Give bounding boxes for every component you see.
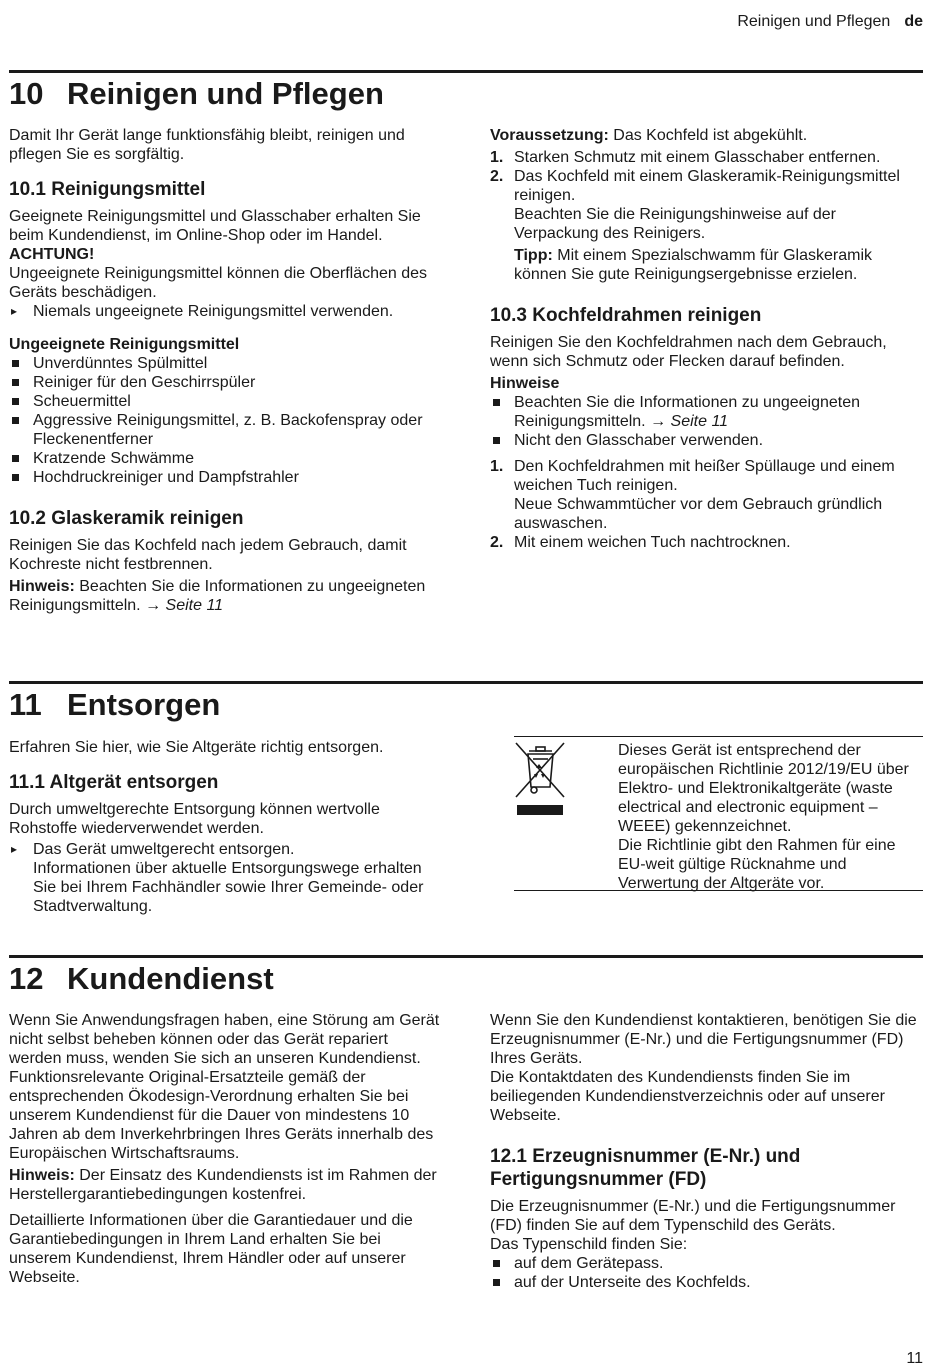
list-item xyxy=(490,393,922,431)
list-item: Kratzende Schwämme xyxy=(9,449,441,468)
paragraph: Detaillierte Informationen über die Garantiedauer und die Garantiebedingungen in Ihrem Land erhalten Sie bei unserem Kundendienst, Ihrem Händler oder auf unserer Webseite. xyxy=(9,1212,413,1286)
weee-notice xyxy=(514,736,923,891)
paragraph: Reinigen Sie das Kochfeld nach jedem Gebrauch, damit Kochreste nicht festbrennen. xyxy=(9,537,407,573)
list-item: Nicht den Glasschaber verwenden. xyxy=(490,431,922,450)
paragraph: Reinigen Sie den Kochfeldrahmen nach dem Gebrauch, wenn sich Schmutz oder Flecken darauf befinden. xyxy=(490,334,887,370)
bullet-list xyxy=(9,354,441,487)
section-10-left-column xyxy=(9,126,441,615)
section-12-right-column xyxy=(490,1011,922,1292)
section-title: Reinigen und Pflegen xyxy=(67,76,384,111)
step-number: 2. xyxy=(490,534,504,551)
action-item xyxy=(9,840,441,916)
paragraph: Durch umweltgerechte Entsorgung können wertvolle Rohstoffe wiederverwendet werden. xyxy=(9,801,380,837)
hint-text: Der Einsatz des Kundendiensts ist im Rahmen der Herstellergarantiebedingungen kostenfrei. xyxy=(9,1167,437,1203)
subsection-heading: 12.1 Erzeugnisnummer (E-Nr.) und Fertigungsnummer (FD) xyxy=(490,1146,801,1190)
section-intro: Erfahren Sie hier, wie Sie Altgeräte richtig entsorgen. xyxy=(9,739,384,756)
section-heading-10 xyxy=(9,76,384,112)
subsection-heading: 10.2 Glaskeramik reinigen xyxy=(9,508,244,529)
section-title: Entsorgen xyxy=(67,687,221,722)
page-number: 11 xyxy=(906,1350,923,1367)
section-11-left-column xyxy=(9,738,441,916)
section-rule xyxy=(9,681,923,684)
list-item: Aggressive Reinigungsmittel, z. B. Backofenspray oder Fleckenentferner xyxy=(9,411,441,449)
page-reference-link[interactable]: → Seite 11 xyxy=(650,413,729,430)
action-list xyxy=(9,840,441,916)
weee-paragraph: Die Richtlinie gibt den Rahmen für eine EU-weit gültige Rücknahme und Verwertung der Altgeräte vor. xyxy=(618,837,896,892)
tip-text: Mit einem Spezialschwamm für Glaskeramik können Sie gute Reinigungsergebnisse erzielen. xyxy=(514,247,873,283)
crossed-out-wheelie-bin-icon xyxy=(514,741,566,817)
step-text: Das Kochfeld mit einem Glaskeramik-Reinigungsmittel reinigen. xyxy=(514,168,900,204)
language-code: de xyxy=(904,13,923,30)
action-item: ▸ Niemals ungeeignete Reinigungsmittel verwenden. xyxy=(9,302,441,321)
hint-paragraph xyxy=(9,577,441,615)
list-item: auf dem Gerätepass. xyxy=(490,1254,922,1273)
paragraph: Wenn Sie Anwendungsfragen haben, eine Störung am Gerät nicht selbst beheben können oder das Gerät repariert werden muss, wenden Sie sich an unseren Kundendienst. xyxy=(9,1012,440,1067)
action-text: Das Gerät umweltgerecht entsorgen. xyxy=(33,841,295,858)
paragraph: Geeignete Reinigungsmittel und Glasschaber erhalten Sie beim Kundendienst, im Online-Shop oder im Handel. xyxy=(9,208,421,244)
paragraph: Funktionsrelevante Original-Ersatzteile gemäß der entsprechenden Ökodesign-Verordnung erhalten Sie bei unserem Kundendienst für die Dauer von mindestens 10 Jahren ab dem Inverkehrbringen Ihres Geräts innerhalb des Europäischen Wirtschaftsraums. xyxy=(9,1069,434,1162)
subsection-heading: 10.1 Reinigungsmittel xyxy=(9,179,206,200)
paragraph: Die Erzeugnisnummer (E-Nr.) und die Fertigungsnummer (FD) finden Sie auf dem Typenschild des Geräts. xyxy=(490,1198,896,1234)
precondition-label: Voraussetzung: xyxy=(490,127,609,144)
section-title: Kundendienst xyxy=(67,961,274,996)
tip-label: Tipp: xyxy=(514,247,553,264)
step-item xyxy=(490,533,922,552)
step-list xyxy=(490,457,922,552)
hint-text: Beachten Sie die Informationen zu ungeeigneten Reinigungsmitteln. xyxy=(9,578,426,614)
section-10-right-column xyxy=(490,126,922,552)
list-item-text: Beachten Sie die Informationen zu ungeeigneten Reinigungsmitteln. xyxy=(514,394,861,430)
paragraph: Die Kontaktdaten des Kundendiensts finden Sie im beiliegenden Kundendienstverzeichnis oder auf unserer Webseite. xyxy=(490,1069,885,1124)
list-item: auf der Unterseite des Kochfelds. xyxy=(490,1273,922,1292)
step-list xyxy=(490,148,922,284)
hint-paragraph xyxy=(9,1166,441,1204)
step-item xyxy=(490,148,922,167)
step-number: 1. xyxy=(490,458,504,475)
running-header-title: Reinigen und Pflegen xyxy=(737,13,891,30)
hints-title: Hinweise xyxy=(490,375,560,392)
hint-label: Hinweis: xyxy=(9,1167,75,1184)
paragraph: Wenn Sie den Kundendienst kontaktieren, benötigen Sie die Erzeugnisnummer (E-Nr.) und die Fertigungsnummer (FD) Ihres Geräts. xyxy=(490,1012,917,1067)
section-rule xyxy=(9,955,923,958)
section-number: 10 xyxy=(9,76,44,111)
hint-label: Hinweis: xyxy=(9,578,75,595)
step-item xyxy=(490,167,922,284)
section-number: 12 xyxy=(9,961,44,996)
step-number: 1. xyxy=(490,149,504,166)
step-result: Beachten Sie die Reinigungshinweise auf der Verpackung des Reinigers. xyxy=(514,206,836,242)
precondition-text: Das Kochfeld ist abgekühlt. xyxy=(608,127,808,144)
weee-paragraph: Dieses Gerät ist entsprechend der europäischen Richtlinie 2012/19/EU über Elektro- und Elektronikaltgeräte (waste electrical and electronic equipment – WEEE) gekennzeichnet. xyxy=(618,742,909,835)
warning-text: Ungeeignete Reinigungsmittel können die Oberflächen des Geräts beschädigen. xyxy=(9,265,428,301)
list-item: Hochdruckreiniger und Dampfstrahler xyxy=(9,468,441,487)
action-list xyxy=(9,302,441,321)
list-item: Scheuermittel xyxy=(9,392,441,411)
section-12-left-column xyxy=(9,1011,441,1287)
step-text: Starken Schmutz mit einem Glasschaber entfernen. xyxy=(514,149,881,166)
subsection-heading: 10.3 Kochfeldrahmen reinigen xyxy=(490,305,762,326)
warning-label: ACHTUNG! xyxy=(9,246,95,263)
bullet-list xyxy=(490,1254,922,1292)
section-number: 11 xyxy=(9,687,42,722)
section-heading-11 xyxy=(9,687,220,723)
list-item: Unverdünntes Spülmittel xyxy=(9,354,441,373)
list-item: Reiniger für den Geschirrspüler xyxy=(9,373,441,392)
step-text: Mit einem weichen Tuch nachtrocknen. xyxy=(514,534,791,551)
subsection-heading: 11.1 Altgerät entsorgen xyxy=(9,772,219,793)
paragraph: Das Typenschild finden Sie: xyxy=(490,1236,688,1253)
step-text: Den Kochfeldrahmen mit heißer Spüllauge und einem weichen Tuch reinigen. xyxy=(514,458,895,494)
bullet-list xyxy=(490,393,922,450)
running-header xyxy=(737,12,923,31)
tip-paragraph xyxy=(514,246,922,284)
weee-text xyxy=(618,741,923,893)
list-title: Ungeeignete Reinigungsmittel xyxy=(9,336,240,353)
precondition xyxy=(490,126,922,145)
step-result: Neue Schwammtücher vor dem Gebrauch gründlich auswaschen. xyxy=(514,496,883,532)
page-reference-link[interactable]: → Seite 11 xyxy=(145,597,224,614)
action-result: Informationen über aktuelle Entsorgungswege erhalten Sie bei Ihrem Fachhändler sowie Ihrer Gemeinde- oder Stadtverwaltung. xyxy=(33,860,424,915)
step-number: 2. xyxy=(490,168,504,185)
section-rule xyxy=(9,70,923,73)
step-item xyxy=(490,457,922,533)
section-heading-12 xyxy=(9,961,274,997)
section-intro: Damit Ihr Gerät lange funktionsfähig bleibt, reinigen und pflegen Sie es sorgfältig. xyxy=(9,127,405,163)
